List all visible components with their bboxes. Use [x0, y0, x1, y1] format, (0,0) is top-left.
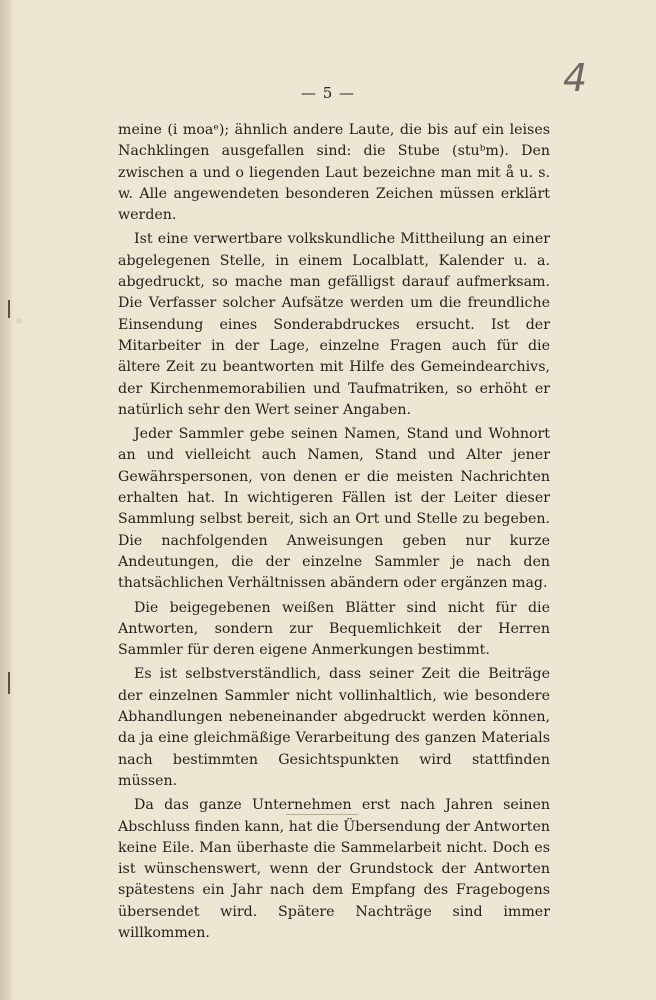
- paper-stain: [16, 318, 22, 324]
- paragraph: Da das ganze Unternehmen erst nach Jahren seinen Abschluss finden kann, hat die Übersendung der Antworten keine Eile. Man überhaste die Sammelarbeit nicht. Doch es ist wünschenswert, wenn der Grundstock der Antworten spätestens ein Jahr nach dem Empfang des Fragebogens übersendet wird. Spätere Nachträge sind immer willkommen.: [118, 797, 550, 941]
- paragraph: Ist eine verwertbare volkskundliche Mittheilung an einer abgelegenen Stelle, in einem Localblatt, Kalender u. a. abgedruckt, so mache man gefälligst darauf aufmerksam. Die Verfasser solcher Aufsätze werden um die freundliche Einsendung eines Sonderabdruckes ersucht. Ist der Mitarbeiter in der Lage, einzelne Fragen auch für die ältere Zeit zu beantworten mit Hilfe des Gemeindearchivs, der Kirchenmemorabilien und Taufmatriken, so erhöht er natürlich sehr den Wert seiner Angaben.: [118, 231, 550, 418]
- end-divider: [286, 814, 358, 815]
- paragraph: Die beigegebenen weißen Blätter sind nicht für die Antworten, sondern zur Bequemlichkeit der Herren Sammler für deren eigene Anmerkungen bestimmt.: [118, 599, 550, 659]
- paragraph: Es ist selbstverständlich, dass seiner Zeit die Beiträge der einzelnen Sammler nicht vollinhaltlich, wie besondere Abhandlungen nebeneinander abgedruckt werden können, da ja eine gleichmäßige Verarbeitung des ganzen Materials nach bestimmten Gesichtspunkten wird stattfinden müssen.: [118, 666, 550, 789]
- page-binding-edge: [0, 0, 14, 1000]
- paragraph: Jeder Sammler gebe seinen Namen, Stand und Wohnort an und vielleicht auch Namen, Stand und Alter jener Gewährspersonen, von denen er die meisten Nachrichten erhalten hat. In wichtigeren Fällen ist der Leiter dieser Sammlung selbst bereit, sich an Ort und Stelle zu begeben. Die nachfolgenden Anweisungen geben nur kurze Andeutungen, die der einzelne Sammler je nach den thatsächlichen Verhältnissen abändern oder ergänzen mag.: [118, 426, 550, 592]
- margin-mark: [8, 672, 10, 694]
- page-number: — 5 —: [300, 84, 356, 102]
- body-text: [118, 120, 550, 947]
- paragraph: meine (i moaᵉ); ähnlich andere Laute, die bis auf ein leises Nachklingen ausgefallen sind: die Stube (stuᵇm). Den zwischen a und o liegenden Laut bezeichne man mit å u. s. w. Alle angewendeten besonderen Zeichen müssen erklärt werden.: [118, 122, 550, 224]
- pencil-annotation: 4: [563, 56, 588, 100]
- margin-mark: [8, 300, 10, 318]
